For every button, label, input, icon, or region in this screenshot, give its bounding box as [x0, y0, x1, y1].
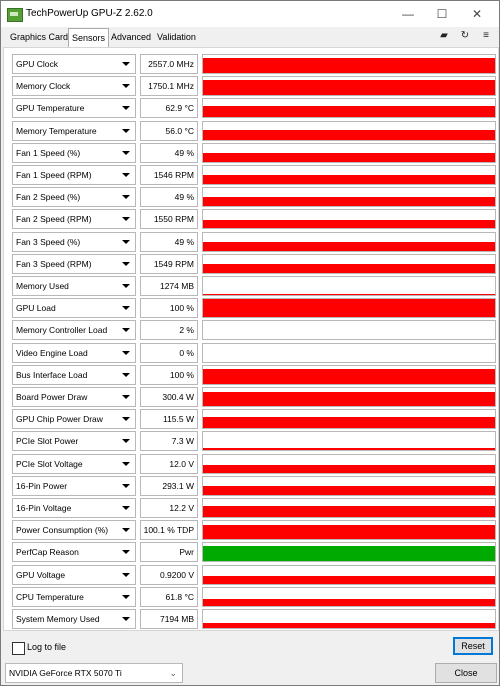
- dropdown-arrow-icon: [122, 506, 130, 510]
- sensor-label: GPU Clock: [16, 59, 59, 69]
- sensor-graph: [202, 209, 496, 229]
- sensor-select[interactable]: [12, 609, 136, 629]
- sensor-graph: [202, 76, 496, 96]
- dropdown-arrow-icon: [122, 284, 130, 288]
- sensor-row: [12, 365, 496, 385]
- sensor-graph: [202, 343, 496, 363]
- sensor-graph-fill: [203, 576, 495, 584]
- sensor-graph-fill: [203, 369, 495, 383]
- sensor-value: 12.2 V: [169, 503, 194, 513]
- tab-graphics-card[interactable]: Graphics Card: [10, 32, 69, 42]
- sensor-graph: [202, 542, 496, 562]
- window-title: TechPowerUp GPU-Z 2.62.0: [26, 8, 153, 19]
- sensor-label: Board Power Draw: [16, 392, 88, 402]
- sensor-select[interactable]: [12, 587, 136, 607]
- sensor-row: [12, 609, 496, 629]
- sensor-value: 1549 RPM: [153, 258, 194, 269]
- sensor-graph-fill: [203, 525, 495, 539]
- sensor-label: PCIe Slot Voltage: [16, 458, 83, 469]
- sensor-label: 16-Pin Voltage: [16, 503, 72, 513]
- sensor-graph: [202, 54, 496, 74]
- sensor-row: [12, 165, 496, 185]
- tab-validation[interactable]: Validation: [157, 32, 196, 42]
- sensor-value: 2557.0 MHz: [148, 59, 194, 69]
- close-button[interactable]: Close: [435, 663, 497, 683]
- sensors-panel: [3, 47, 499, 631]
- sensor-label: Fan 1 Speed (%): [16, 147, 81, 158]
- sensor-graph: [202, 165, 496, 185]
- sensor-select[interactable]: [12, 54, 136, 74]
- tab-sensors[interactable]: Sensors: [68, 28, 109, 47]
- sensor-row: [12, 409, 496, 429]
- sensor-row: [12, 387, 496, 407]
- sensor-value-box: [140, 587, 198, 607]
- sensor-row: [12, 542, 496, 562]
- dropdown-arrow-icon: [122, 328, 130, 332]
- dropdown-arrow-icon: [122, 550, 130, 554]
- sensor-value: 49 %: [174, 192, 194, 203]
- sensor-label: GPU Load: [16, 303, 56, 314]
- sensor-graph-fill: [203, 242, 495, 251]
- gpu-select[interactable]: [5, 663, 183, 683]
- sensor-value-box: [140, 609, 198, 629]
- sensor-graph-fill: [203, 130, 495, 140]
- sensor-graph-fill: [203, 264, 495, 273]
- gpuz-app-icon: [7, 8, 23, 22]
- sensor-label: System Memory Used: [16, 614, 100, 624]
- sensor-value: 12.0 V: [169, 458, 194, 469]
- gpu-select-value: NVIDIA GeForce RTX 5070 Ti: [9, 668, 122, 678]
- dropdown-arrow-icon: [122, 195, 130, 199]
- sensor-value-box: [140, 254, 198, 274]
- dropdown-arrow-icon: [122, 528, 130, 532]
- dropdown-arrow-icon: [122, 151, 130, 155]
- log-to-file-checkbox[interactable]: [12, 642, 25, 655]
- sensor-select[interactable]: [12, 254, 136, 274]
- sensor-graph: [202, 365, 496, 385]
- sensor-value-box: [140, 387, 198, 407]
- sensor-value-box: [140, 232, 198, 252]
- sensor-select[interactable]: [12, 232, 136, 252]
- sensor-select[interactable]: [12, 498, 136, 518]
- sensor-value: Pwr: [179, 547, 194, 558]
- sensor-value: 100 %: [169, 303, 194, 314]
- sensor-value-box: [140, 520, 198, 540]
- sensor-graph: [202, 232, 496, 252]
- sensor-value: 115.5 W: [162, 414, 194, 425]
- sensor-select[interactable]: [12, 320, 136, 340]
- sensor-select[interactable]: [12, 209, 136, 229]
- sensor-value-box: [140, 409, 198, 429]
- sensor-graph: [202, 143, 496, 163]
- log-to-file-label: Log to file: [27, 642, 67, 652]
- sensor-label: GPU Chip Power Draw: [16, 414, 103, 425]
- sensor-row: [12, 565, 496, 585]
- menu-icon[interactable]: ≡: [483, 30, 489, 41]
- sensor-label: Video Engine Load: [16, 347, 88, 358]
- dropdown-arrow-icon: [122, 617, 130, 621]
- sensor-value-box: [140, 143, 198, 163]
- sensor-value: 0.9200 V: [159, 569, 194, 580]
- sensor-row: [12, 121, 496, 141]
- sensor-value: 61.8 °C: [165, 591, 194, 602]
- sensor-row: [12, 76, 496, 96]
- dropdown-arrow-icon: [122, 262, 130, 266]
- sensor-value: 300.4 W: [162, 392, 194, 402]
- sensor-value-box: [140, 165, 198, 185]
- sensor-value-box: [140, 320, 198, 340]
- sensor-row: [12, 298, 496, 318]
- sensor-label: Bus Interface Load: [16, 369, 88, 380]
- sensor-select[interactable]: [12, 387, 136, 407]
- sensor-value-box: [140, 276, 198, 296]
- sensor-graph: [202, 121, 496, 141]
- sensor-graph-fill: [203, 339, 495, 340]
- sensor-row: [12, 320, 496, 340]
- sensor-value-box: [140, 343, 198, 363]
- sensor-label: Fan 3 Speed (%): [16, 236, 81, 247]
- sensor-select[interactable]: [12, 298, 136, 318]
- minimize-button[interactable]: —: [402, 7, 414, 21]
- sensor-row: [12, 276, 496, 296]
- dropdown-arrow-icon: [122, 173, 130, 177]
- sensor-value-box: [140, 431, 198, 451]
- sensor-graph-fill: [203, 392, 495, 406]
- sensor-label: Memory Temperature: [16, 125, 97, 136]
- sensor-value: 1546 RPM: [153, 170, 194, 180]
- sensor-label: GPU Temperature: [16, 103, 85, 114]
- sensor-value: 293.1 W: [162, 480, 194, 491]
- sensor-row: [12, 587, 496, 607]
- sensor-value-box: [140, 298, 198, 318]
- sensor-graph-fill: [203, 623, 495, 628]
- title-bar: [1, 1, 499, 27]
- sensor-graph-fill: [203, 220, 495, 229]
- sensor-row: [12, 54, 496, 74]
- dropdown-arrow-icon: [122, 462, 130, 466]
- dropdown-arrow-icon: [122, 395, 130, 399]
- sensor-value: 49 %: [174, 147, 194, 158]
- dropdown-arrow-icon: [122, 84, 130, 88]
- refresh-icon[interactable]: ↻: [460, 30, 470, 41]
- sensor-select[interactable]: [12, 98, 136, 118]
- dropdown-arrow-icon: [122, 306, 130, 310]
- sensor-graph: [202, 431, 496, 451]
- dropdown-arrow-icon: [122, 417, 130, 421]
- sensor-row: [12, 520, 496, 540]
- close-window-button[interactable]: ✕: [471, 7, 483, 21]
- sensor-select[interactable]: [12, 542, 136, 562]
- sensor-graph-fill: [203, 58, 495, 73]
- sensor-value: 1750.1 MHz: [148, 81, 194, 92]
- sensor-select[interactable]: [12, 365, 136, 385]
- sensor-graph-fill: [203, 294, 495, 295]
- tab-strip: [1, 30, 499, 46]
- sensor-graph-fill: [203, 175, 495, 184]
- sensor-select[interactable]: [12, 565, 136, 585]
- sensor-value: 2 %: [179, 325, 194, 336]
- dropdown-arrow-icon: [122, 129, 130, 133]
- sensor-select[interactable]: [12, 520, 136, 540]
- dropdown-arrow-icon: [122, 484, 130, 488]
- sensor-value-box: [140, 98, 198, 118]
- sensor-graph: [202, 98, 496, 118]
- dropdown-arrow-icon: [122, 240, 130, 244]
- sensor-graph: [202, 476, 496, 496]
- sensor-row: [12, 498, 496, 518]
- sensor-select[interactable]: [12, 476, 136, 496]
- sensor-label: Power Consumption (%): [16, 525, 109, 536]
- sensor-row: [12, 187, 496, 207]
- sensor-value: 7.3 W: [171, 436, 194, 447]
- sensor-select[interactable]: [12, 276, 136, 296]
- sensor-label: 16-Pin Power: [16, 480, 68, 491]
- sensor-label: Fan 2 Speed (%): [16, 192, 81, 203]
- sensor-graph: [202, 609, 496, 629]
- sensor-graph: [202, 498, 496, 518]
- sensor-graph: [202, 454, 496, 474]
- sensor-value-box: [140, 565, 198, 585]
- sensor-graph-fill: [203, 417, 495, 428]
- dropdown-arrow-icon: [122, 439, 130, 443]
- sensor-value-box: [140, 365, 198, 385]
- sensor-graph: [202, 520, 496, 540]
- sensor-value: 56.0 °C: [165, 125, 194, 136]
- dropdown-arrow-icon: [122, 217, 130, 221]
- sensor-select[interactable]: [12, 431, 136, 451]
- sensor-graph-fill: [203, 153, 495, 162]
- sensor-value: 1550 RPM: [153, 214, 194, 225]
- sensor-value: 49 %: [174, 236, 194, 247]
- sensor-graph-fill: [203, 465, 495, 473]
- sensor-label: Memory Clock: [16, 81, 71, 92]
- sensor-value-box: [140, 76, 198, 96]
- dropdown-arrow-icon: [122, 351, 130, 355]
- sensor-value-box: [140, 454, 198, 474]
- dropdown-arrow-icon: [122, 373, 130, 377]
- sensor-select[interactable]: [12, 454, 136, 474]
- sensor-select[interactable]: [12, 76, 136, 96]
- sensor-row: [12, 431, 496, 451]
- sensor-graph-fill: [203, 599, 495, 606]
- sensor-label: Memory Used: [16, 281, 69, 291]
- dropdown-arrow-icon: [122, 573, 130, 577]
- sensor-graph: [202, 587, 496, 607]
- sensor-graph: [202, 254, 496, 274]
- sensor-graph: [202, 320, 496, 340]
- sensor-select[interactable]: [12, 343, 136, 363]
- sensor-graph: [202, 409, 496, 429]
- sensor-graph-fill: [203, 197, 495, 206]
- sensor-graph-fill: [203, 299, 495, 317]
- sensor-value: 62.9 °C: [165, 103, 194, 114]
- sensor-graph: [202, 187, 496, 207]
- sensor-value-box: [140, 54, 198, 74]
- sensor-value: 7194 MB: [159, 614, 194, 624]
- sensor-row: [12, 209, 496, 229]
- camera-icon[interactable]: ▰: [440, 30, 448, 41]
- sensor-label: PerfCap Reason: [16, 547, 79, 558]
- sensor-label: Fan 2 Speed (RPM): [16, 214, 92, 225]
- sensor-graph: [202, 565, 496, 585]
- sensor-row: [12, 476, 496, 496]
- sensor-label: Fan 3 Speed (RPM): [16, 258, 92, 269]
- sensor-graph-fill: [203, 506, 495, 517]
- sensor-select[interactable]: [12, 143, 136, 163]
- reset-button[interactable]: Reset: [453, 637, 493, 655]
- dropdown-arrow-icon: [122, 595, 130, 599]
- sensor-select[interactable]: [12, 165, 136, 185]
- sensor-value-box: [140, 121, 198, 141]
- sensor-graph-fill: [203, 448, 495, 450]
- sensor-graph-fill: [203, 486, 495, 495]
- sensor-value: 0 %: [179, 347, 194, 358]
- sensor-select[interactable]: [12, 187, 136, 207]
- sensor-label: Fan 1 Speed (RPM): [16, 170, 92, 180]
- sensor-select[interactable]: [12, 121, 136, 141]
- sensor-row: [12, 143, 496, 163]
- sensor-label: PCIe Slot Power: [16, 436, 79, 447]
- sensor-row: [12, 454, 496, 474]
- sensor-value: 1274 MB: [159, 281, 194, 291]
- sensor-label: GPU Voltage: [16, 569, 66, 580]
- dropdown-arrow-icon: [122, 62, 130, 66]
- sensor-label: CPU Temperature: [16, 591, 84, 602]
- sensor-graph-fill: [203, 546, 495, 561]
- sensor-row: [12, 343, 496, 363]
- sensor-row: [12, 98, 496, 118]
- sensor-value: 100.1 % TDP: [143, 525, 194, 536]
- sensor-graph-fill: [203, 106, 495, 117]
- sensor-value: 100 %: [169, 369, 194, 380]
- sensor-select[interactable]: [12, 409, 136, 429]
- sensor-value-box: [140, 187, 198, 207]
- sensor-graph: [202, 298, 496, 318]
- sensor-graph: [202, 276, 496, 296]
- sensor-value-box: [140, 209, 198, 229]
- maximize-button[interactable]: ☐: [436, 7, 448, 21]
- sensor-label: Memory Controller Load: [16, 325, 108, 336]
- chevron-down-icon: ⌄: [169, 668, 177, 678]
- sensor-graph: [202, 387, 496, 407]
- sensor-row: [12, 232, 496, 252]
- sensor-value-box: [140, 476, 198, 496]
- tab-advanced[interactable]: Advanced: [111, 32, 152, 42]
- sensor-graph-fill: [203, 80, 495, 95]
- sensor-value-box: [140, 498, 198, 518]
- sensor-value-box: [140, 542, 198, 562]
- dropdown-arrow-icon: [122, 106, 130, 110]
- sensor-row: [12, 254, 496, 274]
